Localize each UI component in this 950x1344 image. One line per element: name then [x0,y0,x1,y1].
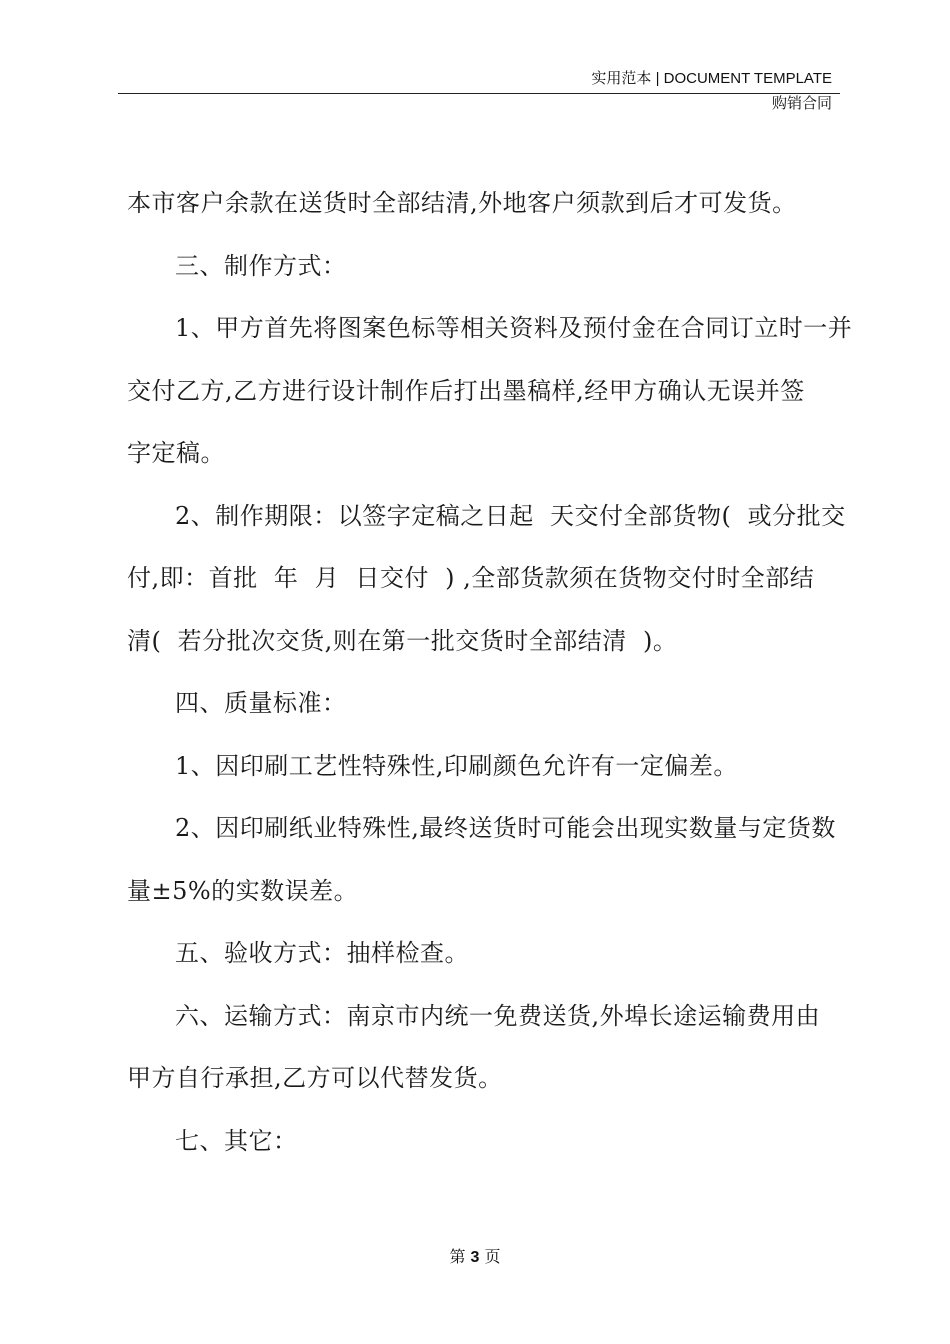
footer-suffix: 页 [479,1247,501,1266]
text-line: 2、制作期限：以签字定稿之日起 天交付全部货物( 或分批交 [175,501,846,530]
section-heading: 三、制作方式： [175,251,347,280]
section-heading: 七、其它： [175,1126,298,1155]
header-title: 实用范本 | DOCUMENT TEMPLATE [591,70,832,87]
document-body [127,172,853,1172]
section-heading: 四、质量标准： [175,689,347,717]
text-line: 交付乙方,乙方进行设计制作后打出墨稿样,经甲方确认无误并签 [127,376,805,405]
text-line: 1、甲方首先将图案色标等相关资料及预付金在合同订立时一并 [175,314,853,342]
page-footer [0,1247,950,1268]
text-line: 甲方自行承担,乙方可以代替发货。 [127,1064,503,1092]
page-number: 3 [470,1249,480,1266]
text-line: 1、因印刷工艺性特殊性,印刷颜色允许有一定偏差。 [175,751,738,780]
footer-prefix: 第 [449,1247,471,1266]
text-line: 清( 若分批次交货,则在第一批交货时全部结清 )。 [127,626,678,655]
header-subtitle: 购销合同 [771,95,832,112]
text-line: 付,即：首批 年 月 日交付 ) ,全部货款须在货物交付时全部结 [127,564,815,592]
text-line: 2、因印刷纸业特殊性,最终送货时可能会出现实数量与定货数 [175,814,836,842]
section-heading: 五、验收方式：抽样检查。 [175,939,469,967]
header-divider [118,93,840,94]
text-line: 量±5%的实数误差。 [127,876,359,905]
text-line: 本市客户余款在送货时全部结清,外地客户须款到后才可发货。 [127,189,797,217]
text-line: 字定稿。 [127,439,225,467]
section-heading: 六、运输方式：南京市内统一免费送货,外埠长途运输费用由 [175,1001,821,1030]
